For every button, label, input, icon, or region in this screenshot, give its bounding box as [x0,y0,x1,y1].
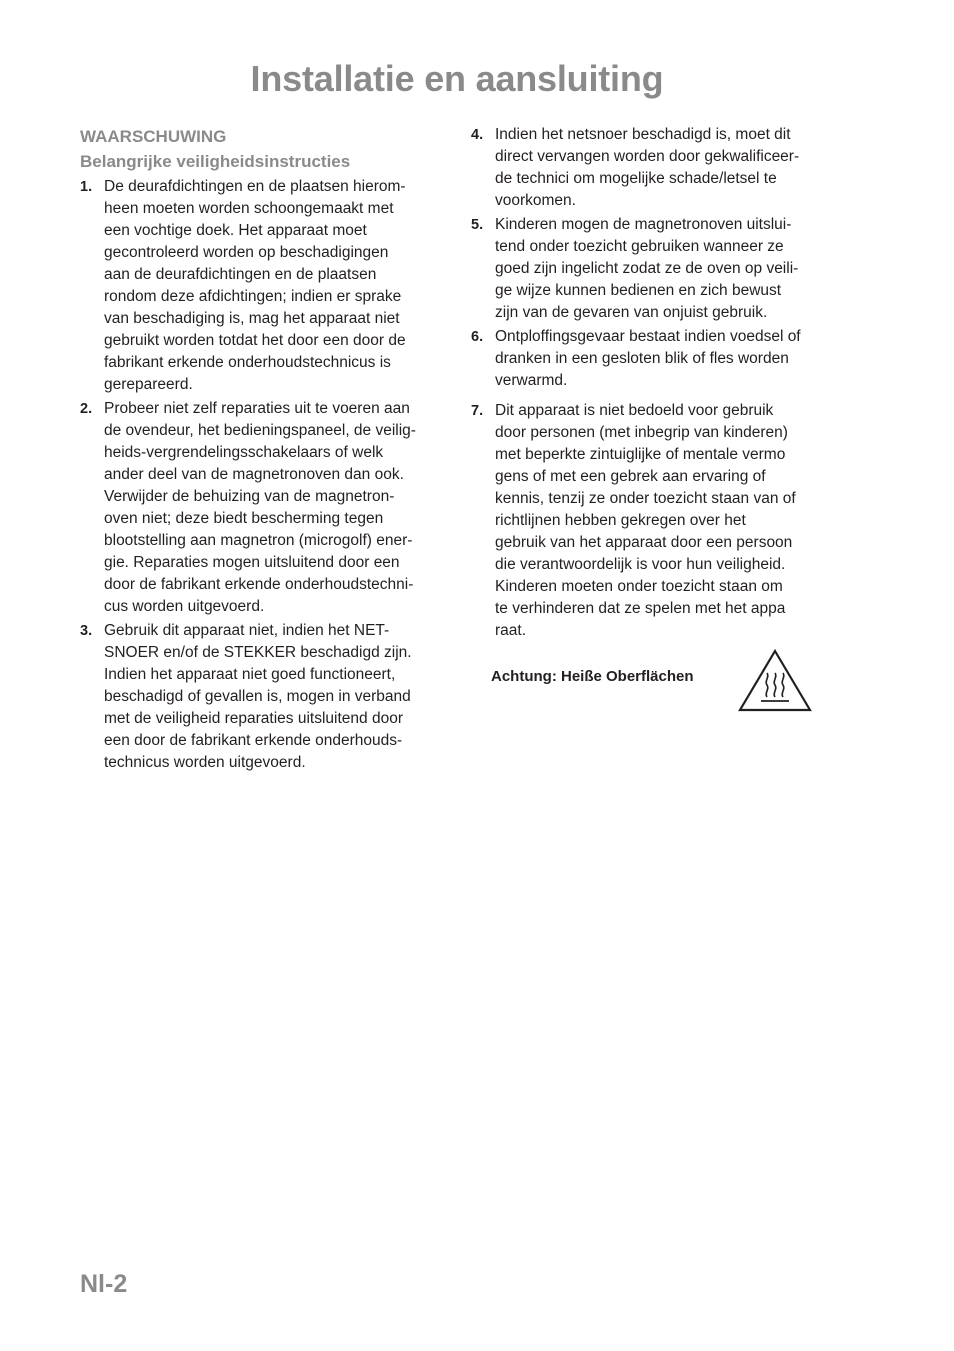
right-column [471,124,843,714]
list-item [80,176,452,396]
item-text: Gebruik dit apparaat niet, indien het NET- SNOER en/of de STEKKER beschadigd zijn. Indien het apparaat niet goed functioneert, beschadigd of gevallen is, mogen in verband met de veiligheid reparaties uitsluitend door een door de fabrikant erkende onderhouds- technicus worden uitgevoerd. [104,622,412,771]
item-text: Kinderen mogen de magnetronoven uitslui- tend onder toezicht gebruiken wanneer ze goed zijn ingelicht zodat ze de oven op veili- ge wijze kunnen bedienen en zich bewust zijn van de gevaren van onjuist gebruik. [495,216,799,321]
left-column [80,124,452,776]
item-text: Probeer niet zelf reparaties uit te voeren aan de ovendeur, het bedieningspaneel, de veilig- heids-vergrendelingsschakelaars of welk ander deel van de magnetronoven dan ook. Verwijder de behuizing van de magnetron- oven niet; deze biedt bescherming tegen blootstelling aan magnetron (microgolf) ener- gie. Reparaties mogen uitsluitend door een door de fabrikant erkende onderhoudstechni- cus worden uitgevoerd. [104,400,416,615]
warning-label: Achtung: Heiße Oberflächen [491,668,694,685]
section-subheading: Belangrijke veiligheidsinstructies [80,152,351,171]
item-number: 6. [471,329,484,345]
list-item [80,398,452,618]
item-text: Indien het netsnoer beschadigd is, moet dit direct vervangen worden door gekwalificeer- de technici om mogelijke schade/letsel te voorkomen. [495,126,800,209]
list-item [471,214,843,324]
hot-surface-warning-icon [737,648,813,714]
list-item [80,620,452,774]
list-item [471,326,843,392]
item-number: 4. [471,127,484,143]
item-text: Dit apparaat is niet bedoeld voor gebruik door personen (met inbegrip van kinderen) met beperkte zintuiglijke of mentale vermo gens of met een gebrek aan ervaring of kennis, tenzij ze onder toezicht staan van of richtlijnen hebben gekregen over het gebruik van het apparaat door een persoon die verantwoordelijk is voor hun veiligheid. Kinderen moeten onder toezicht staan om te verhinderen dat ze spelen met het appa raat. [495,402,796,639]
item-number: 1. [80,179,93,195]
list-item [471,400,843,642]
page-number: Nl-2 [80,1270,128,1298]
item-number: 5. [471,217,484,233]
list-item [471,124,843,212]
item-text: De deurafdichtingen en de plaatsen hierom- heen moeten worden schoongemaakt met een vochtige doek. Het apparaat moet gecontroleerd worden op beschadigingen aan de deurafdichtingen en de plaatsen rondom deze afdichtingen; indien er sprake van beschadiging is, mag het apparaat niet gebruikt worden totdat het door een door de fabrikant erkende onderhoudstechnicus is gerepareerd. [104,178,406,393]
section-heading: WAARSCHUWING [80,127,227,146]
item-number: 7. [471,403,484,419]
item-number: 2. [80,401,93,417]
item-text: Ontploffingsgevaar bestaat indien voedsel of dranken in een gesloten blik of fles worden verwarmd. [495,328,801,389]
item-number: 3. [80,623,93,639]
hot-surface-warning [471,648,843,714]
page-title: Installatie en aansluiting [250,58,664,99]
